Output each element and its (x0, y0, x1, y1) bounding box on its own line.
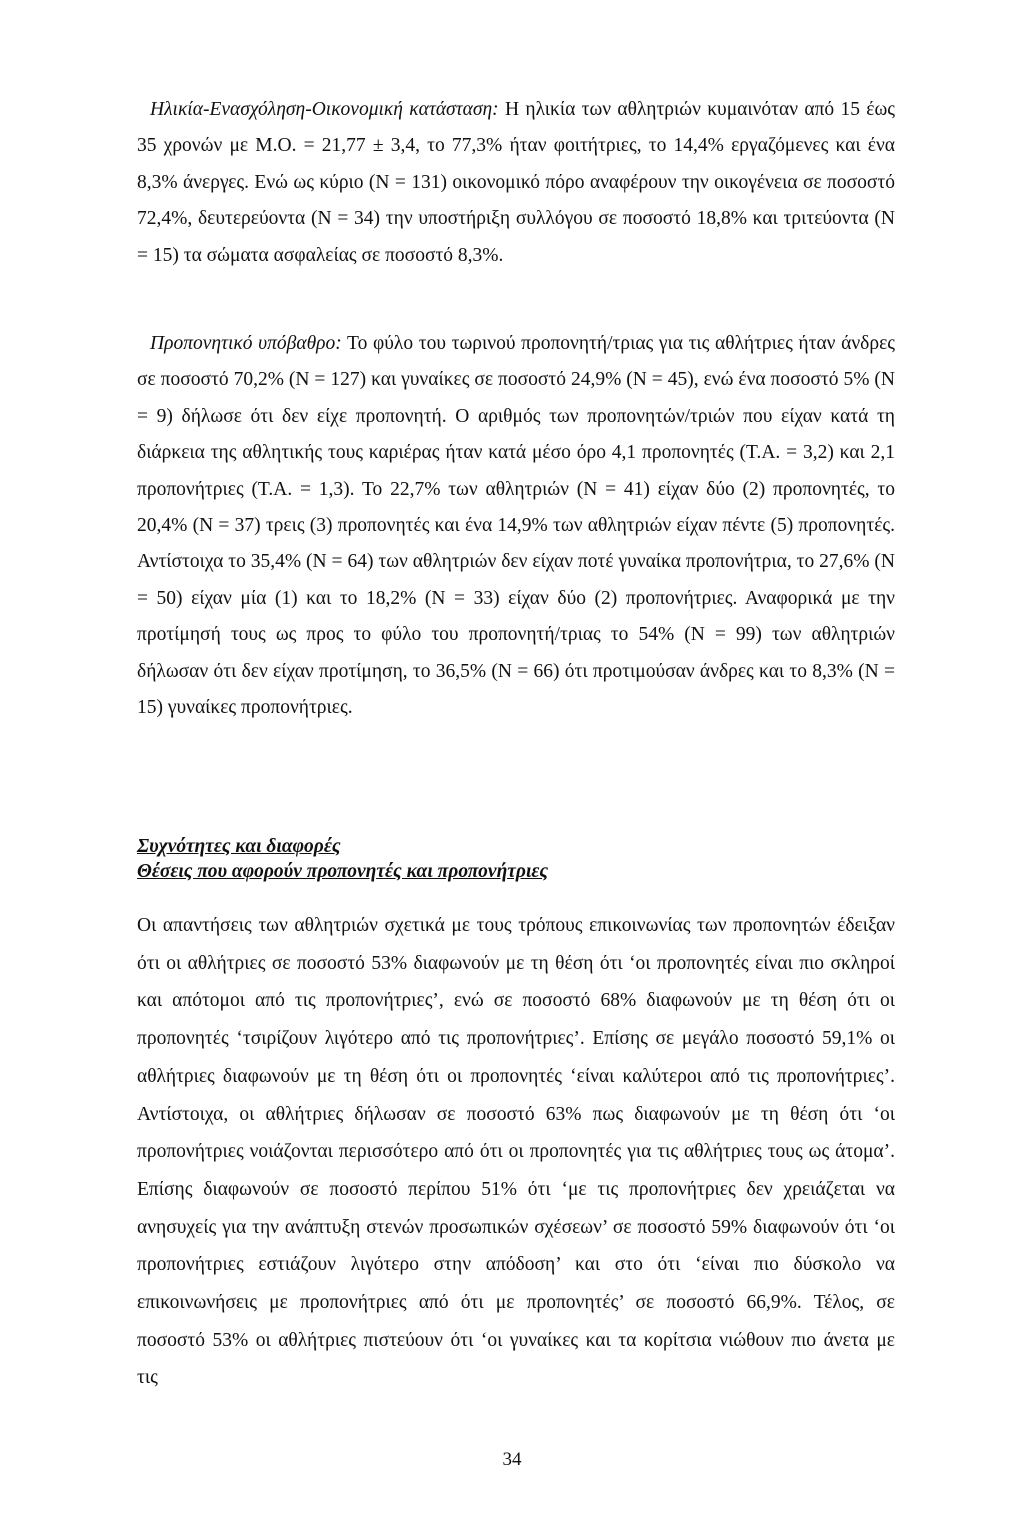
page-number: 34 (502, 1449, 522, 1470)
subsection-heading: Θέσεις που αφορούν προπονητές και προπονήτριες (137, 861, 549, 882)
paragraph-body-coaching-background: Το φύλο του τωρινού προπονητή/τριας για τις αθλήτριες ήταν άνδρες σε ποσοστό 70,2% (Ν = 127) και γυναίκες σε ποσοστό 24,9% (Ν = 45), ενώ ένα ποσοστό 5% (Ν = 9) δήλωσε ότι δεν είχε προπονητή. Ο αριθμός των προπονητών/τριών που είχαν κατά τη διάρκεια της αθλητικής τους καριέρας ήταν κατά μέσο όρο 4,1 προπονητές (Τ.Α. = 3,2) και 2,1 προπονήτριες (Τ.Α. = 1,3). Το 22,7% των αθλητριών (Ν = 41) είχαν δύο (2) προπονητές, το 20,4% (Ν = 37) τρεις (3) προπονητές και ένα 14,9% των αθλητριών είχαν πέντε (5) προπονητές. Αντίστοιχα το 35,4% (Ν = 64) των αθλητριών δεν είχαν ποτέ γυναίκα προπονήτρια, το 27,6% (Ν = 50) είχαν μία (1) και το 18,2% (Ν = 33) είχαν δύο (2) προπονήτριες. Αναφορικά με την προτίμησή τους ως προς το φύλο του προπονητή/τριας το 54% (Ν = 99) των αθλητριών δήλωσαν ότι δεν είχαν προτίμηση, το 36,5% (Ν = 66) ότι προτιμούσαν άνδρες και το 8,3% (Ν = 15) γυναίκες προπονήτριες. (137, 333, 895, 719)
paragraph-coach-positions: Οι απαντήσεις των αθλητριών σχετικά με τους τρόπους επικοινωνίας των προπονητών έδειξαν ότι οι αθλήτριες σε ποσοστό 53% διαφωνούν με τη θέση ότι ‘οι προπονητές είναι πιο σκληροί και απότομοι από τις προπονήτριες’, ενώ σε ποσοστό 68% διαφωνούν με τη θέση ότι οι προπονητές ‘τσιρίζουν λιγότερο από τις προπονήτριες’. Επίσης σε μεγάλο ποσοστό 59,1% οι αθλήτριες διαφωνούν με τη θέση ότι οι προπονητές ‘είναι καλύτεροι από τις προπονήτριες’. Αντίστοιχα, οι αθλήτριες δήλωσαν σε ποσοστό 63% πως διαφωνούν με τη θέση ότι ‘οι προπονήτριες νοιάζονται περισσότερο από ότι οι προπονητές για τις αθλήτριες τους ως άτομα’. Επίσης διαφωνούν σε ποσοστό περίπου 51% ότι ‘με τις προπονήτριες δεν χρειάζεται να ανησυχείς για την ανάπτυξη στενών προσωπικών σχέσεων’ σε ποσοστό 59% διαφωνούν ότι ‘οι προπονήτριες εστιάζουν λιγότερο στην απόδοση’ και στο ότι ‘είναι πιο δύσκολο να επικοινωνήσεις με προπονήτριες από ότι με προπονητές’ σε ποσοστό 66,9%. Τέλος, σε ποσοστό 53% οι αθλήτριες πιστεύουν ότι ‘οι γυναίκες και τα κορίτσια νιώθουν πιο άνετα με τις (137, 915, 895, 1389)
paragraph-demographics (137, 92, 895, 274)
section-heading: Συχνότητες και διαφορές (137, 836, 341, 857)
paragraph-lead-demographics: Ηλικία-Ενασχόληση-Οικονομική κατάσταση: (150, 99, 499, 120)
paragraph-lead-coaching-background: Προπονητικό υπόβαθρο: (150, 333, 342, 354)
paragraph-body-demographics: Η ηλικία των αθλητριών κυμαινόταν από 15 έως 35 χρονών με Μ.Ο. = 21,77 ± 3,4, το 77,3% ήταν φοιτήτριες, το 14,4% εργαζόμενες και ένα 8,3% άνεργες. Ενώ ως κύριο (Ν = 131) οικονομικό πόρο αναφέρουν την οικογένεια σε ποσοστό 72,4%, δευτερεύοντα (Ν = 34) την υποστήριξη συλλόγου σε ποσοστό 18,8% και τριτεύοντα (Ν = 15) τα σώματα ασφαλείας σε ποσοστό 8,3%. (137, 99, 896, 266)
paragraph-coaching-background (137, 326, 895, 726)
